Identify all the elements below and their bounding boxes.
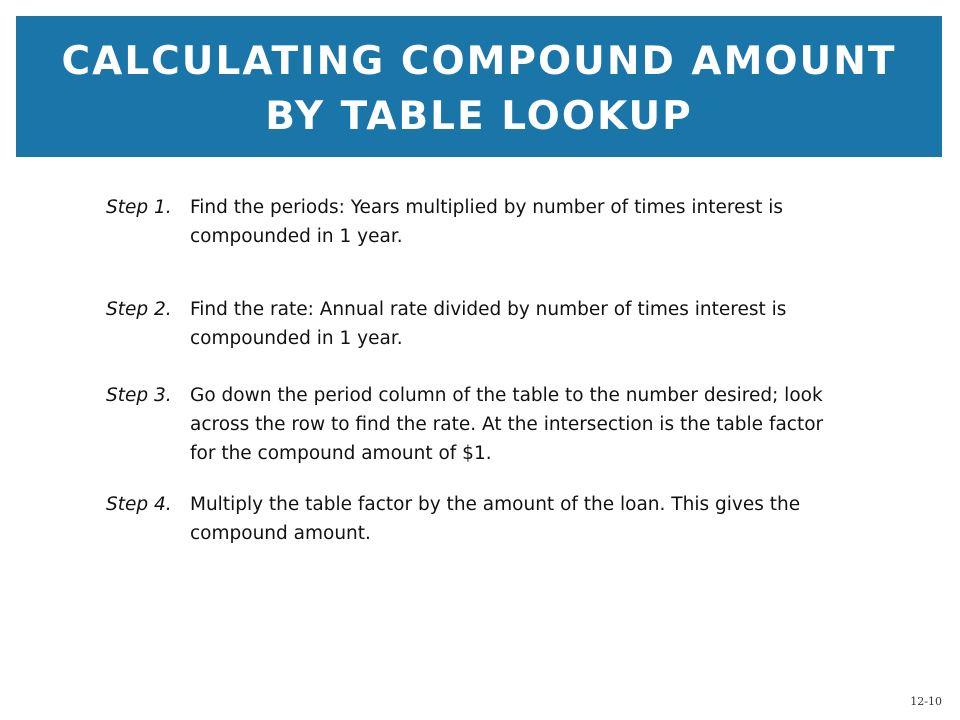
title-banner: [16, 16, 942, 157]
slide-title-line-1: CALCULATING COMPOUND AMOUNT: [61, 38, 897, 84]
step-3-text: Go down the period column of the table to the number desired; look across the row to find the rate. At the intersection is the table factor for the compound amount of $1.: [190, 385, 824, 464]
slide-title: [62, 30, 897, 144]
step-3-label: Step 3.: [106, 385, 172, 406]
steps-list: [106, 193, 826, 548]
slide-title-line-2: BY TABLE LOOKUP: [265, 93, 693, 139]
slide-number: 12-10: [910, 695, 942, 708]
step-2-text: Find the rate: Annual rate divided by number of times interest is compounded in 1 year.: [190, 299, 787, 349]
step-4-label: Step 4.: [106, 494, 172, 515]
step-2: [106, 295, 826, 353]
step-3: [106, 381, 826, 468]
step-1: [106, 193, 826, 251]
step-4-text: Multiply the table factor by the amount of the loan. This gives the compound amount.: [190, 494, 801, 544]
step-1-label: Step 1.: [106, 197, 172, 218]
step-4: [106, 490, 826, 548]
step-1-text: Find the periods: Years multiplied by number of times interest is compounded in 1 year.: [190, 197, 784, 247]
step-2-label: Step 2.: [106, 299, 172, 320]
